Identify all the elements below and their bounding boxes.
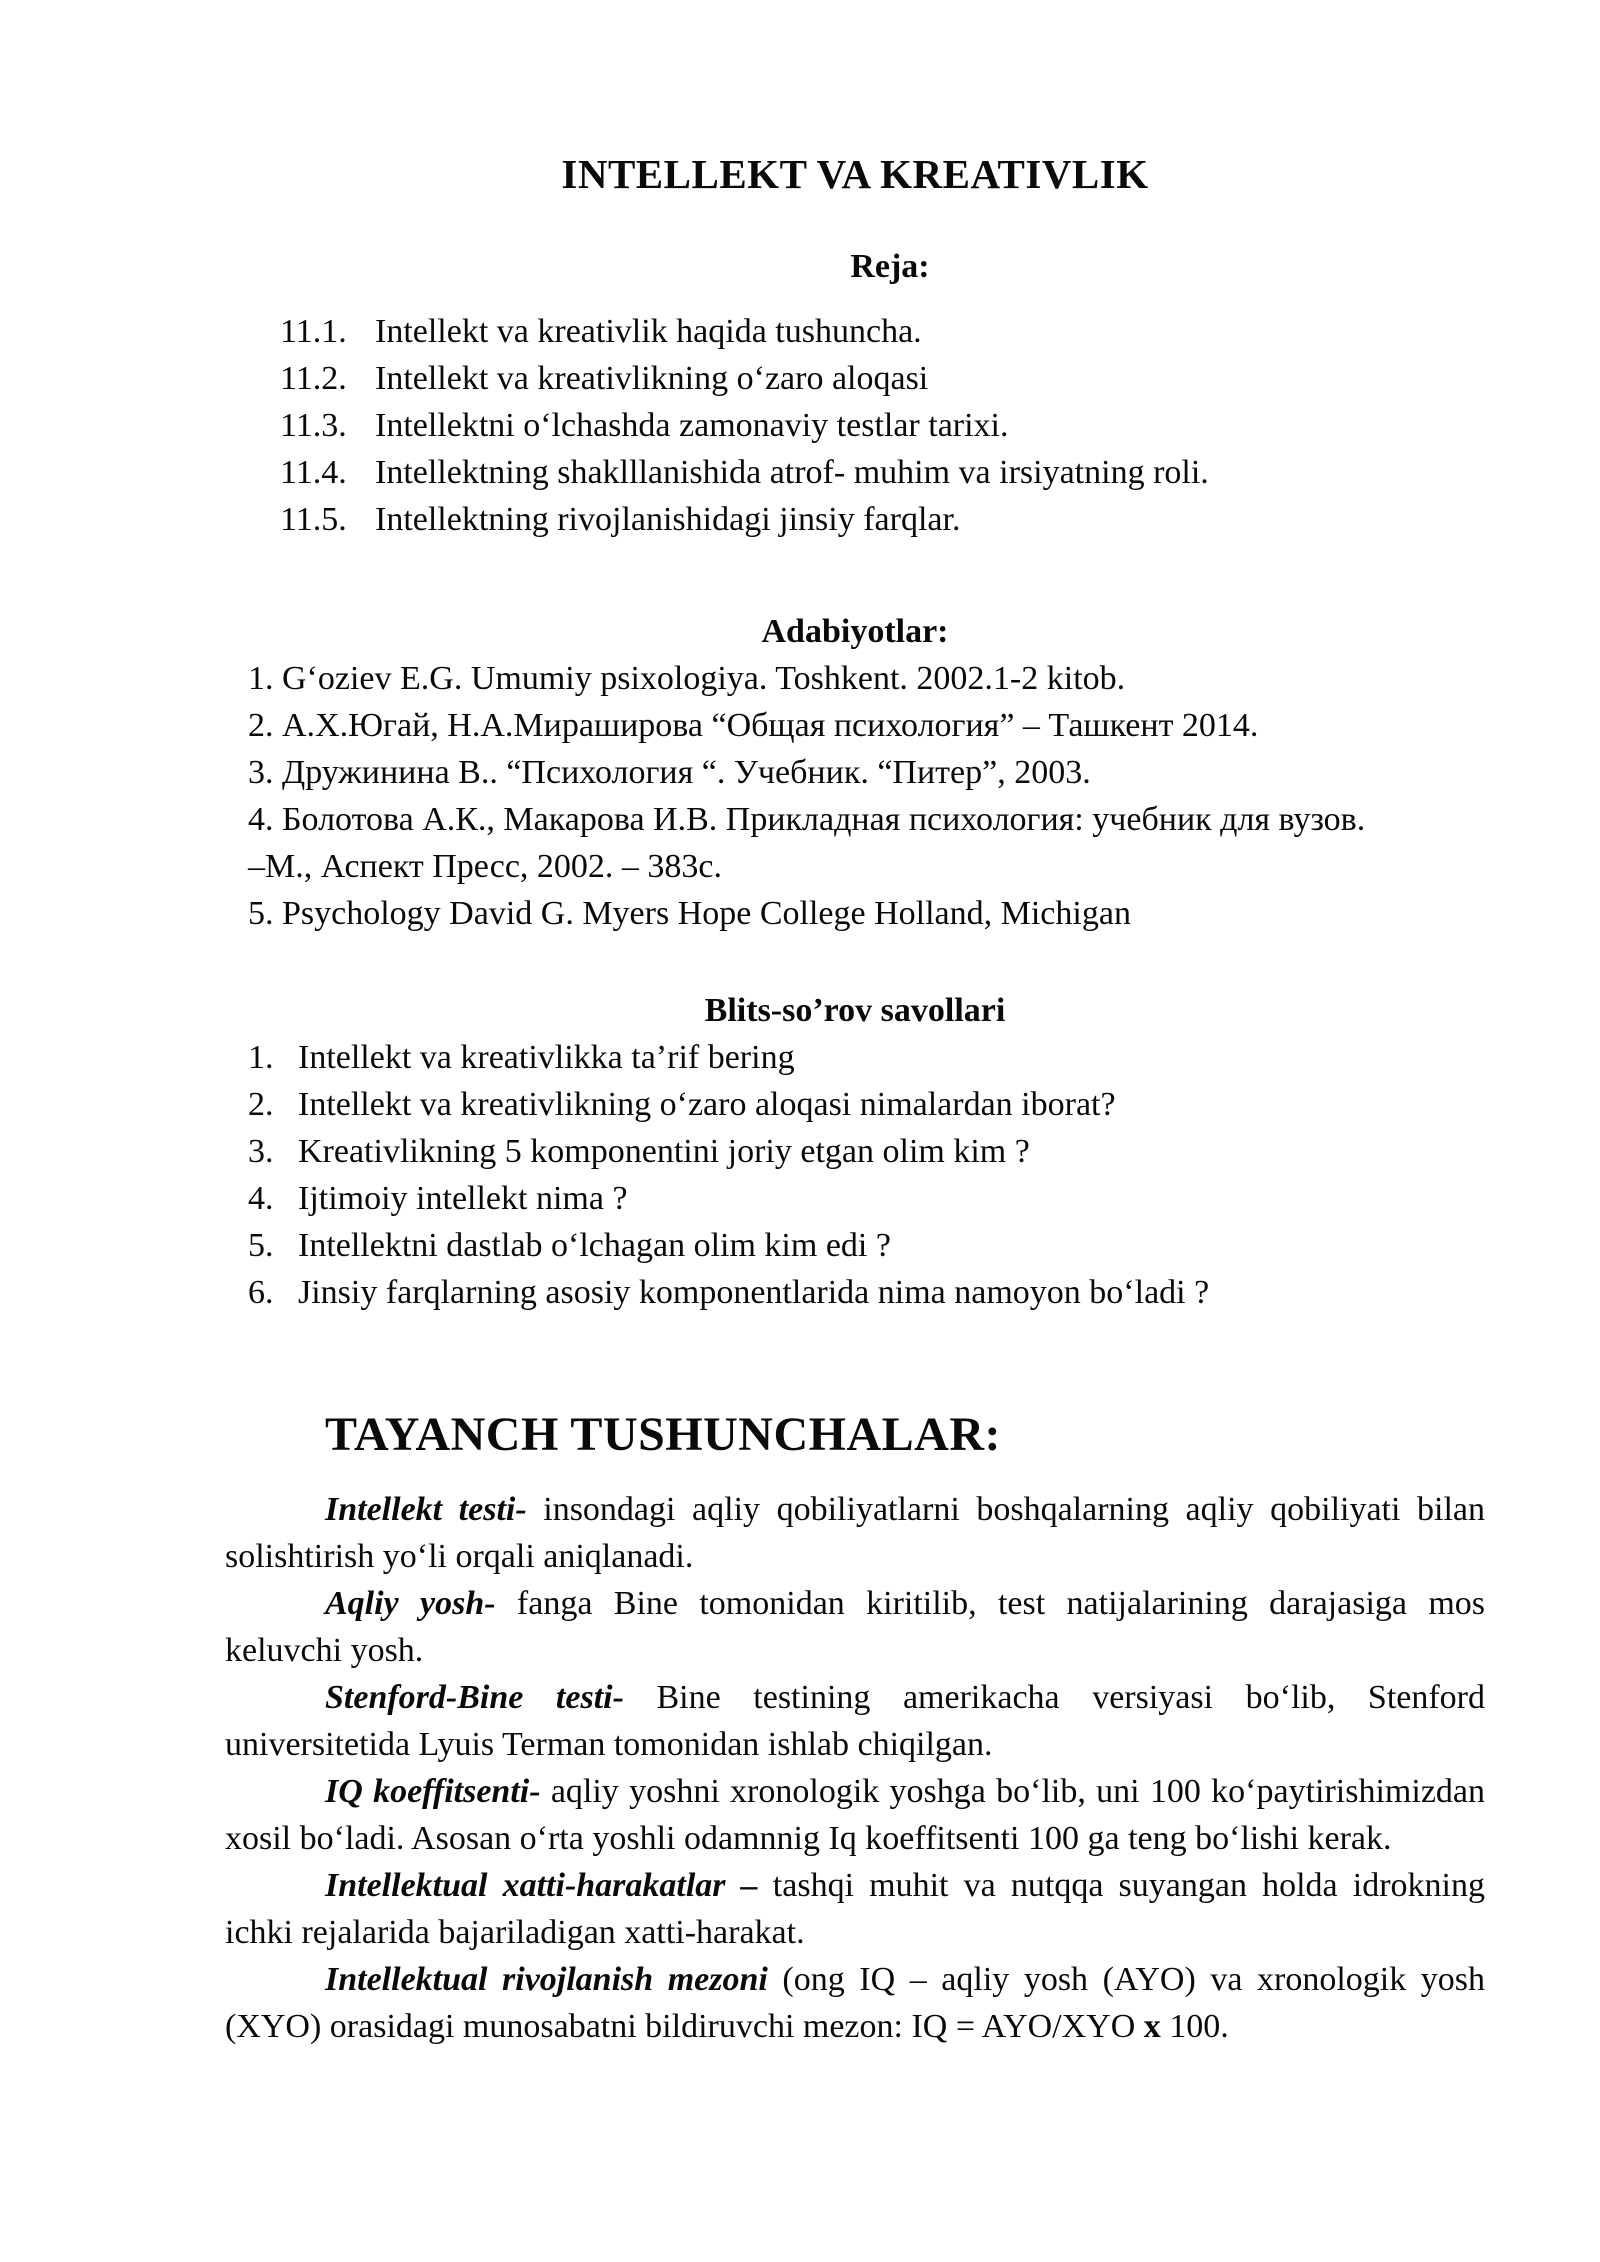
blits-item: [248, 1222, 1485, 1269]
blits-item: [248, 1269, 1485, 1316]
blits-item-text: Jinsiy farqlarning asosiy komponentlarida nima namoyon boʻladi ?: [298, 1274, 1210, 1311]
blits-item-text: Intellekt va kreativlikka ta’rif bering: [298, 1039, 795, 1076]
reference-line: –М., Аспект Пресс, 2002. – 383с.: [248, 848, 723, 885]
text-segment: 100.: [1160, 2008, 1229, 2045]
blits-list: [248, 1034, 1485, 1316]
blits-item: [248, 1128, 1485, 1175]
reference-line: 2. А.Х.Югай, Н.А.Мираширова “Общая психология” – Ташкент 2014.: [248, 707, 1259, 744]
text-segment: aqliy yoshni xronologik yoshga boʻlib, uni 100 koʻpaytirishimizdan xosil boʻladi. Asosan oʻrta yoshli odamnnig Iq koeffitsenti 100 ga teng boʻlishi kerak.: [225, 1773, 1485, 1857]
reference-line: 3. Дружинина В.. “Психология “. Учебник. “Питер”, 2003.: [248, 754, 1091, 791]
plan-item-number: 11.3.: [280, 407, 347, 444]
blits-item-number: 6.: [248, 1274, 274, 1311]
text-segment: tashqi muhit va nutqqa suyangan holda idrokning ichki rejalarida bajariladigan xatti-harakat.: [225, 1867, 1485, 1951]
text-segment: insondagi aqliy qobiliyatlarni boshqalarning aqliy qobiliyati bilan solishtirish yoʻli orqali aniqlanadi.: [225, 1491, 1486, 1575]
blits-item: [248, 1034, 1485, 1081]
tayanch-paragraph: [225, 1486, 1485, 1580]
blits-item-text: Intellektni dastlab oʻlchagan olim kim edi ?: [298, 1227, 891, 1264]
tayanch-paragraph: [225, 1956, 1485, 2050]
text-segment: Aqliy yosh-: [325, 1585, 496, 1622]
text-segment: fanga Bine tomonidan kiritilib, test natijalarining darajasiga mos keluvchi yosh.: [225, 1585, 1486, 1669]
blits-item-number: 4.: [248, 1180, 274, 1217]
text-segment: IQ koeffitsenti-: [325, 1773, 541, 1810]
reference-line: 1. Gʻoziev E.G. Umumiy psixologiya. Toshkent. 2002.1-2 kitob.: [248, 660, 1126, 697]
plan-item-number: 11.1.: [280, 313, 347, 350]
reference-line: 5. Psychology David G. Myers Hope College Holland, Michigan: [248, 895, 1131, 932]
plan-item: [280, 496, 1485, 543]
plan-item: [280, 308, 1485, 355]
blits-item-text: Kreativlikning 5 komponentini joriy etgan olim kim ?: [298, 1133, 1030, 1170]
plan-item: [280, 402, 1485, 449]
reja-header: Reja:: [850, 248, 930, 285]
blits-item-number: 1.: [248, 1039, 274, 1076]
text-segment: Intellekt testi-: [325, 1491, 527, 1528]
plan-item-text: Intellekt va kreativlikning oʻzaro aloqasi: [375, 360, 929, 397]
plan-item-text: Intellekt va kreativlik haqida tushuncha.: [375, 313, 922, 350]
text-segment: Bine testining amerikacha versiyasi boʻlib, Stenford universitetida Lyuis Terman tomonidan ishlab chiqilgan.: [225, 1679, 1486, 1763]
blits-item-number: 2.: [248, 1086, 274, 1123]
references-list: [248, 655, 1485, 937]
plan-item-number: 11.5.: [280, 501, 347, 538]
blits-header: Blits-so’rov savollari: [704, 992, 1006, 1029]
plan-item-text: Intellektni oʻlchashda zamonaviy testlar tarixi.: [375, 407, 1009, 444]
plan-item-text: Intellektning rivojlanishidagi jinsiy farqlar.: [375, 501, 961, 538]
tayanch-paragraph: [225, 1768, 1485, 1862]
tayanch-paragraph: [225, 1862, 1485, 1956]
blits-item-text: Intellekt va kreativlikning oʻzaro aloqasi nimalardan iborat?: [298, 1086, 1116, 1123]
tayanch-paragraph: [225, 1674, 1485, 1768]
blits-item: [248, 1175, 1485, 1222]
blits-item-number: 3.: [248, 1133, 274, 1170]
plan-item-number: 11.4.: [280, 454, 347, 491]
text-segment: Intellektual xatti-harakatlar –: [325, 1867, 758, 1904]
plan-list: [280, 308, 1485, 543]
plan-item-text: Intellektning shaklllanishida atrof- muhim va irsiyatning roli.: [375, 454, 1209, 491]
reference-line: 4. Болотова А.К., Макарова И.В. Прикладная психология: учебник для вузов.: [248, 801, 1366, 838]
text-segment: (ong IQ – aqliy yosh (AYO) va xronologik yosh (XYO) orasidagi munosabatni bildiruvchi mezon: IQ = AYO/XYO: [225, 1961, 1485, 2045]
plan-item-number: 11.2.: [280, 360, 347, 397]
tayanch-header: TAYANCH TUSHUNCHALAR:: [325, 1408, 1001, 1461]
blits-item-number: 5.: [248, 1227, 274, 1264]
text-segment: Intellektual rivojlanish mezoni: [325, 1961, 768, 1998]
blits-item: [248, 1081, 1485, 1128]
text-segment: x: [1143, 2008, 1161, 2045]
tayanch-paragraphs: [225, 1486, 1485, 2050]
adabiyotlar-header: Adabiyotlar:: [761, 613, 949, 650]
plan-item: [280, 355, 1485, 402]
tayanch-paragraph: [225, 1580, 1485, 1674]
blits-item-text: Ijtimoiy intellekt nima ?: [298, 1180, 628, 1217]
plan-item: [280, 449, 1485, 496]
text-segment: Stenford-Bine testi-: [325, 1679, 624, 1716]
page-title: INTELLEKT VA KREATIVLIK: [561, 151, 1149, 197]
